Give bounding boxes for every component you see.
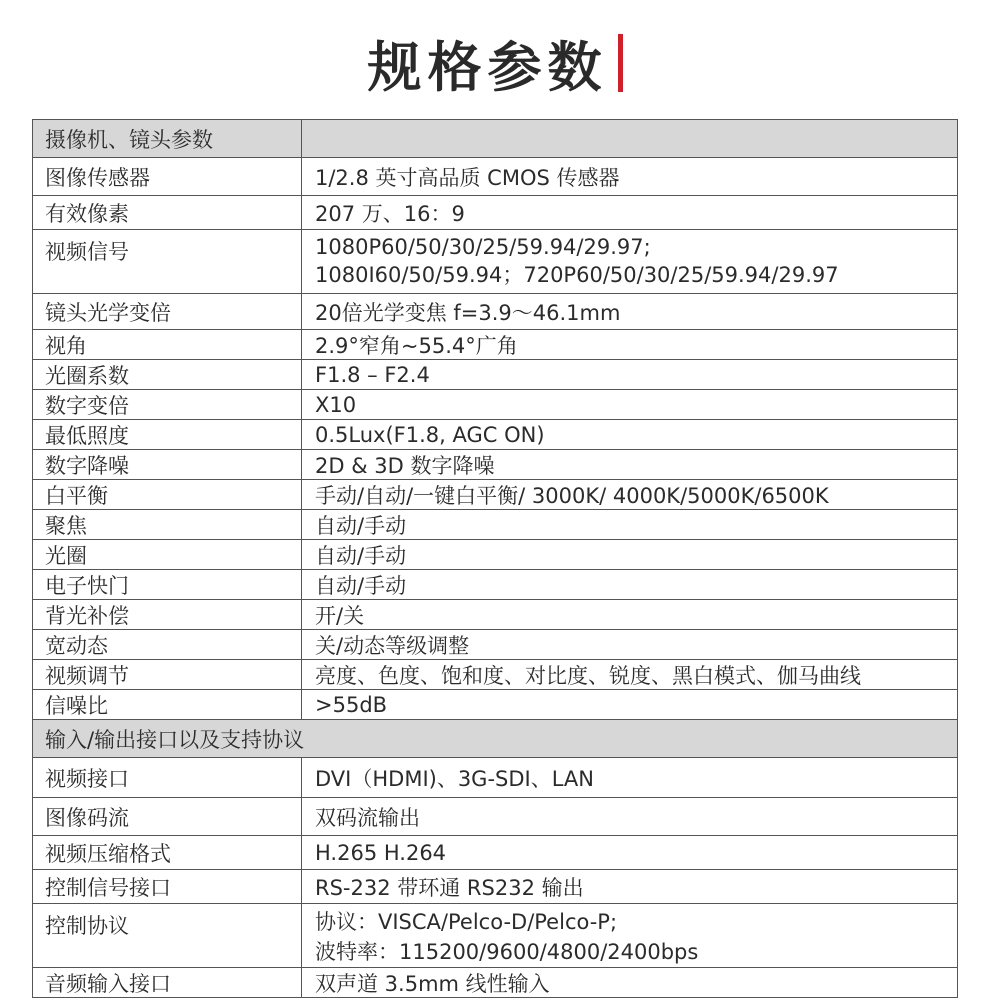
spec-value: [302, 600, 957, 629]
spec-row: [32, 230, 958, 294]
page-title: 规格参数: [367, 35, 608, 99]
spec-label: 控制协议: [33, 904, 302, 967]
spec-value-line: 自动/手动: [315, 543, 407, 568]
spec-value: [302, 540, 957, 569]
spec-value: [302, 330, 957, 359]
spec-row: [32, 360, 958, 390]
spec-value-line: 自动/手动: [315, 513, 407, 538]
spec-value-line: 波特率：115200/9600/4800/2400bps: [315, 939, 699, 964]
spec-label: 图像码流: [33, 798, 302, 835]
spec-label: 数字降噪: [33, 450, 302, 479]
spec-value: [302, 420, 957, 449]
spec-row: [32, 630, 958, 660]
spec-value-line: 自动/手动: [315, 573, 407, 598]
title-accent-bar: [618, 34, 623, 92]
spec-row: [32, 294, 958, 330]
spec-label: 宽动态: [33, 630, 302, 659]
spec-row: [32, 450, 958, 480]
spec-label: 音频输入接口: [33, 968, 302, 997]
spec-row: [32, 600, 958, 630]
spec-row: [32, 540, 958, 570]
spec-value-line: F1.8 – F2.4: [315, 362, 430, 387]
spec-row: [32, 480, 958, 510]
spec-value-line: 协议：VISCA/Pelco-D/Pelco-P;: [315, 909, 618, 934]
title-area: [0, 28, 990, 98]
spec-value: [302, 570, 957, 599]
spec-value: [302, 480, 957, 509]
spec-value-line: 20倍光学变焦 f=3.9〜46.1mm: [315, 300, 621, 325]
spec-value: [302, 390, 957, 419]
spec-row: [32, 870, 958, 904]
spec-value: [302, 758, 957, 797]
spec-value-line: H.265 H.264: [315, 840, 447, 865]
spec-value: [302, 798, 957, 835]
spec-label: 最低照度: [33, 420, 302, 449]
spec-value-line: 手动/自动/一键白平衡/ 3000K/ 4000K/5000K/6500K: [315, 483, 829, 508]
spec-value-line: 1/2.8 英寸高品质 CMOS 传感器: [315, 165, 620, 190]
spec-value: [302, 904, 957, 967]
spec-row: [32, 390, 958, 420]
spec-label: 控制信号接口: [33, 870, 302, 903]
spec-row: [32, 690, 958, 720]
spec-label: 数字变倍: [33, 390, 302, 419]
spec-value: [302, 660, 957, 689]
spec-value: [302, 360, 957, 389]
spec-label: 光圈: [33, 540, 302, 569]
spec-value-line: 1080I60/50/59.94；720P60/50/30/25/59.94/29.97: [315, 262, 839, 287]
spec-value: [302, 510, 957, 539]
spec-value-line: 双声道 3.5mm 线性输入: [315, 971, 550, 996]
spec-row: [32, 158, 958, 196]
spec-label: 视频接口: [33, 758, 302, 797]
spec-label: 镜头光学变倍: [33, 294, 302, 329]
spec-row: [32, 798, 958, 836]
spec-value-line: 207 万、16：9: [315, 201, 465, 226]
spec-row: [32, 904, 958, 968]
spec-value-line: 0.5Lux(F1.8, AGC ON): [315, 422, 545, 447]
spec-row: [32, 660, 958, 690]
spec-value: [302, 450, 957, 479]
spec-row: [32, 420, 958, 450]
section-header-row: [32, 720, 958, 758]
spec-row: [32, 510, 958, 540]
spec-label: 背光补偿: [33, 600, 302, 629]
spec-value-line: 1080P60/50/30/25/59.94/29.97;: [315, 234, 651, 259]
spec-value: [302, 294, 957, 329]
spec-label: 白平衡: [33, 480, 302, 509]
spec-value-line: DVI（HDMI)、3G-SDI、LAN: [315, 766, 594, 791]
spec-label: 有效像素: [33, 196, 302, 229]
spec-label: 信噪比: [33, 690, 302, 719]
spec-value-line: 2.9°窄角~55.4°广角: [315, 333, 518, 358]
spec-label: 视频压缩格式: [33, 836, 302, 869]
spec-value-line: X10: [315, 392, 357, 417]
spec-value: [302, 120, 957, 157]
spec-row: [32, 196, 958, 230]
spec-value: [302, 968, 957, 997]
spec-value-line: 双码流输出: [315, 805, 420, 830]
spec-label: 光圈系数: [33, 360, 302, 389]
spec-value-line: >55dB: [315, 692, 388, 717]
spec-value-line: 开/关: [315, 603, 365, 628]
spec-value-line: RS-232 带环通 RS232 输出: [315, 875, 584, 900]
spec-label: 视频调节: [33, 660, 302, 689]
section-title: 摄像机、镜头参数: [33, 120, 302, 157]
spec-table: [32, 119, 958, 998]
spec-value: [302, 836, 957, 869]
spec-value: [302, 158, 957, 195]
section-header-row: [32, 120, 958, 158]
spec-row: [32, 570, 958, 600]
spec-row: [32, 758, 958, 798]
spec-label: 聚焦: [33, 510, 302, 539]
spec-value: [302, 230, 957, 293]
spec-row: [32, 836, 958, 870]
spec-value-line: 关/动态等级调整: [315, 633, 470, 658]
spec-label: 视角: [33, 330, 302, 359]
spec-value-line: 2D & 3D 数字降噪: [315, 453, 495, 478]
section-title: 输入/输出接口以及支持协议: [45, 727, 305, 752]
spec-value: [302, 630, 957, 659]
spec-label: 电子快门: [33, 570, 302, 599]
spec-label: 视频信号: [33, 230, 302, 293]
spec-value: [302, 870, 957, 903]
spec-value: [302, 690, 957, 719]
spec-row: [32, 330, 958, 360]
spec-value-line: 亮度、色度、饱和度、对比度、锐度、黑白模式、伽马曲线: [315, 663, 861, 688]
spec-label: 图像传感器: [33, 158, 302, 195]
spec-value: [302, 196, 957, 229]
